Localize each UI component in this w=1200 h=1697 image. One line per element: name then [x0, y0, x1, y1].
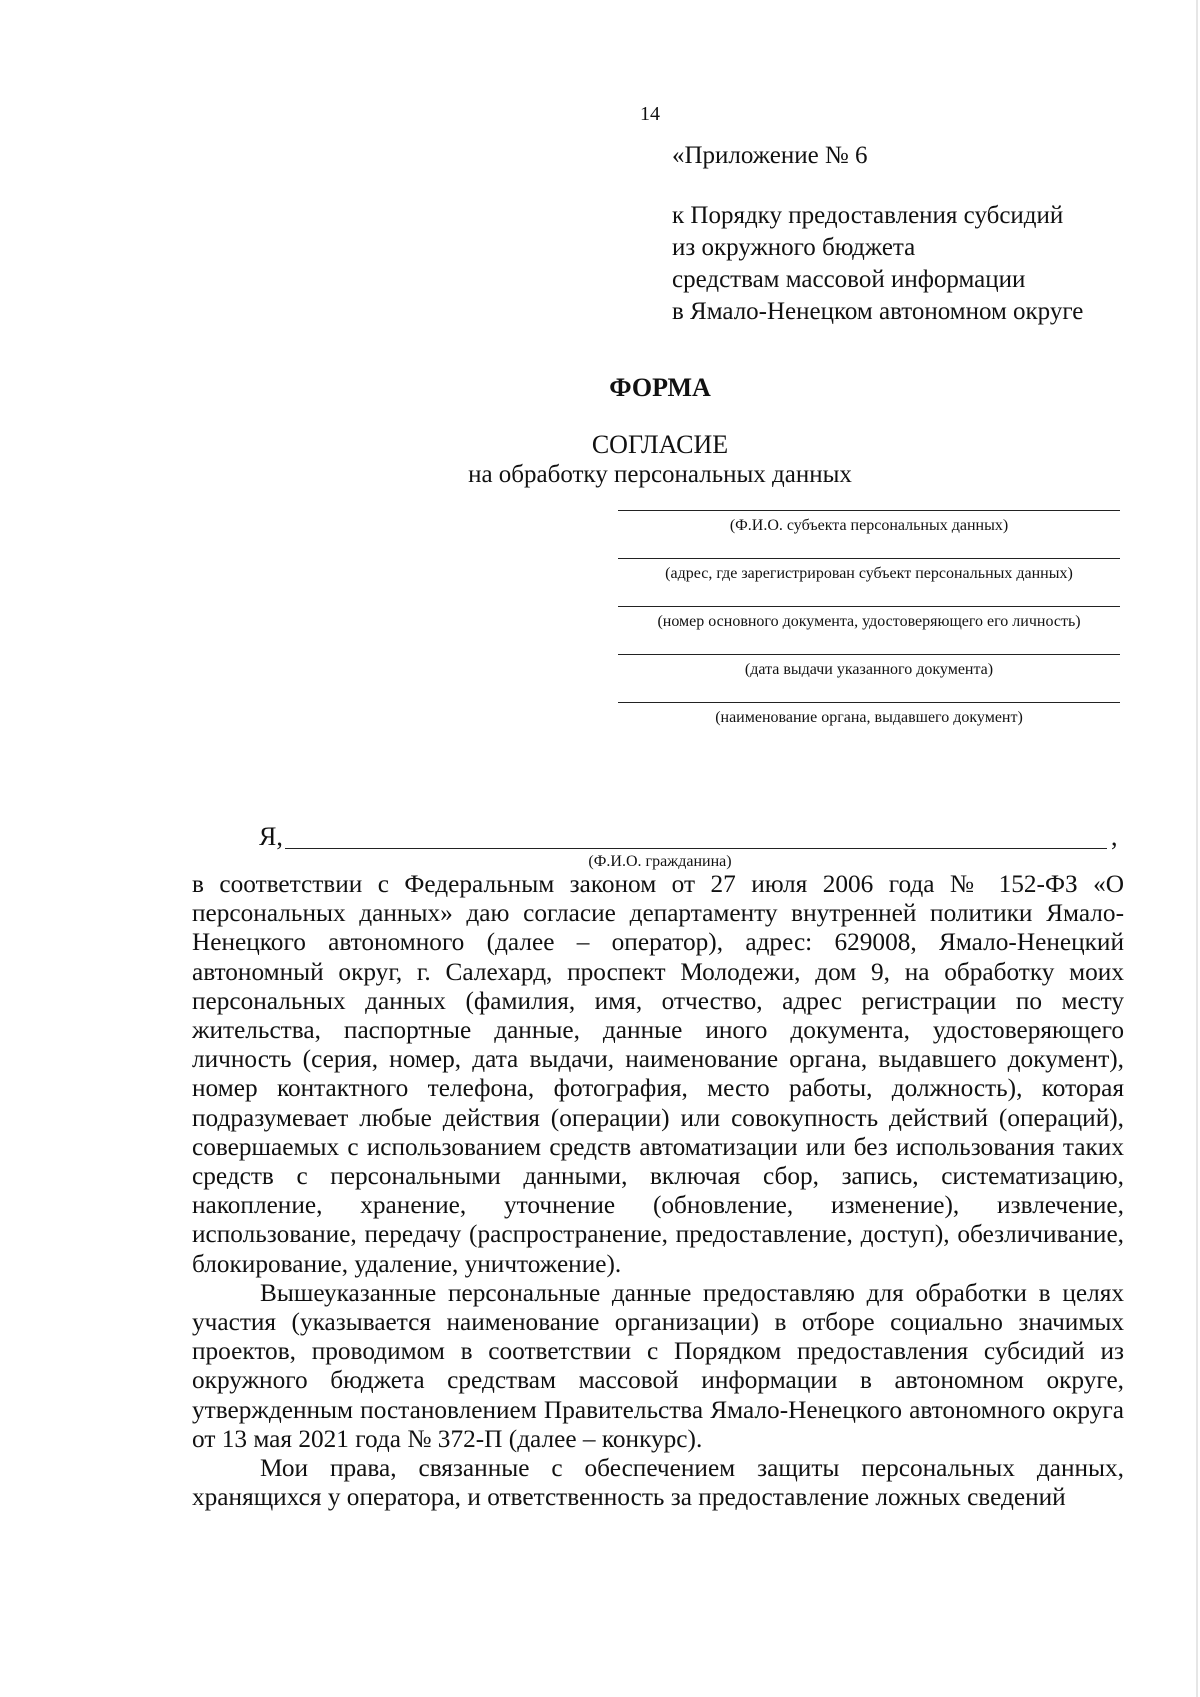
citizen-name-field[interactable]	[259, 822, 1119, 852]
citizen-prefix: Я,	[259, 822, 283, 851]
form-title: ФОРМА	[609, 373, 711, 402]
field-caption: (номер основного документа, удостоверяющего его личность)	[657, 613, 1081, 630]
consent-body	[192, 870, 1124, 1512]
field-caption: (наименование органа, выдавшего документ)	[715, 709, 1023, 726]
page-number: 14	[640, 103, 660, 125]
field-caption: (Ф.И.О. субъекта персональных данных)	[729, 517, 1009, 534]
body-paragraph: Мои права, связанные с обеспечением защиты персональных данных, хранящихся у оператора, и ответственность за предоставление ложных сведений	[192, 1454, 1124, 1512]
body-paragraph: в соответствии с Федеральным законом от 27 июля 2006 года № 152-ФЗ «О персональных данных» даю согласие департаменту внутренней политики Ямало-Ненецкого автономного (далее – оператор), адрес: 629008, Ямало-Ненецкий автономный округ, г. Салехард, проспект Молодежи, дом 9, на обработку моих персональных данных (фамилия, имя, отчество, адрес регистрации по месту жительства, паспортные данные, данные иного документа, удостоверяющего личность (серия, номер, дата выдачи, наименование органа, выдавшего документ), номер контактного телефона, фотография, место работы, должность), которая подразумевает любые действия (операции) или совокупность действий (операций), совершаемых с использованием средств автоматизации или без использования таких средств с персональными данными, включая сбор, запись, систематизацию, накопление, хранение, уточнение (обновление, изменение), извлечение, использование, передачу (распространение, предоставление, доступ), обезличивание, блокирование, удаление, уничтожение).	[192, 870, 1124, 1278]
citizen-caption: (Ф.И.О. гражданина)	[588, 853, 732, 870]
subject-name-field[interactable]	[618, 510, 1120, 536]
subject-issuer-field[interactable]	[618, 702, 1120, 728]
subject-issue-date-field[interactable]	[618, 654, 1120, 680]
page-edge	[1196, 0, 1198, 1697]
appendix-gap	[672, 172, 1083, 200]
subject-address-field[interactable]	[618, 558, 1120, 584]
appendix-line: из окружного бюджета	[672, 234, 916, 261]
fill-line[interactable]	[285, 848, 1107, 849]
field-caption: (дата выдачи указанного документа)	[744, 661, 994, 678]
appendix-line: средствам массовой информации	[672, 266, 1026, 293]
appendix-heading: «Приложение № 6	[672, 142, 868, 169]
appendix-line: к Порядку предоставления субсидий	[672, 202, 1064, 229]
citizen-suffix: ,	[1111, 822, 1118, 851]
subject-document-field[interactable]	[618, 606, 1120, 632]
appendix-line: в Ямало-Ненецком автономном округе	[672, 298, 1084, 325]
consent-subtitle: на обработку персональных данных	[468, 461, 852, 488]
appendix-block	[672, 140, 1083, 328]
subject-fields	[618, 510, 1120, 728]
consent-title: СОГЛАСИЕ	[591, 430, 729, 459]
body-paragraph: Вышеуказанные персональные данные предоставляю для обработки в целях участия (указывается наименование организации) в отборе социально значимых проектов, проводимом в соответствии с Порядком предоставления субсидий из окружного бюджета средствам массовой информации в автономном округе, утвержденным постановлением Правительства Ямало-Ненецкого автономного округа от 13 мая 2021 года № 372-П (далее – конкурс).	[192, 1278, 1124, 1453]
field-caption: (адрес, где зарегистрирован субъект персональных данных)	[665, 565, 1073, 582]
